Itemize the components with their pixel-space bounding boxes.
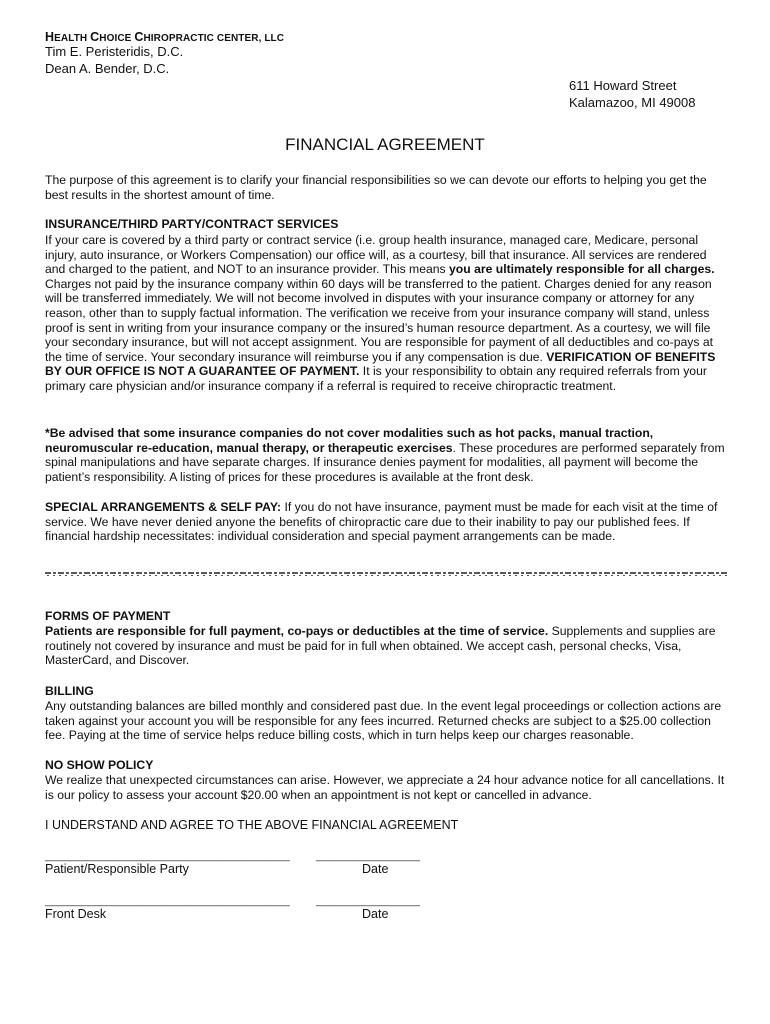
patient-signature-label: Patient/Responsible Party bbox=[45, 862, 189, 876]
practice-name bbox=[45, 30, 284, 44]
patient-date-label: Date bbox=[362, 862, 389, 876]
no-show-paragraph: We realize that unexpected circumstances can arise. However, we appreciate a 24 hour advance notice for all cancellations. It is our policy to assess your account $20.00 when an appointment is not kept or cancelled in advance. bbox=[45, 773, 725, 802]
insurance-emphasis: you are ultimately responsible for all charges. bbox=[449, 262, 715, 277]
document-title: FINANCIAL AGREEMENT bbox=[285, 135, 485, 154]
agreement-statement: I UNDERSTAND AND AGREE TO THE ABOVE FINANCIAL AGREEMENT bbox=[45, 818, 459, 832]
practice-name-initial: H bbox=[45, 30, 55, 44]
practice-name-part: HIROPRACTIC CENTER, LLC bbox=[143, 33, 285, 44]
practice-name-initial: C bbox=[90, 30, 100, 44]
forms-of-payment-emphasis: Patients are responsible for full payment, co-pays or deductibles at the time of service. bbox=[45, 624, 549, 638]
advisory-text: . These procedures are performed separately from spinal manipulations and have separate charges. If insurance denies payment for modalities, all payment will become the patient’s responsibility. A listing of prices for these procedures is available at the front desk. bbox=[45, 440, 725, 484]
practice-name-part: EALTH bbox=[54, 33, 91, 44]
front-desk-date-label: Date bbox=[362, 907, 389, 921]
doctor-name-1: Tim E. Peristeridis, D.C. bbox=[45, 44, 184, 59]
address-city: Kalamazoo, MI 49008 bbox=[569, 95, 696, 110]
intro-paragraph: The purpose of this agreement is to clarify your financial responsibilities so we can devote our efforts to helping you get the best results in the shortest amount of time. bbox=[45, 173, 707, 202]
advisory-emphasis: *Be advised that some insurance companies do not cover modalities such as hot packs, manual traction, neuromuscular re-education, manual therapy, or therapeutic exercises bbox=[45, 426, 654, 455]
insurance-text: Charges not paid by the insurance company within 60 days will be transferred to the patient. Charges denied for any reason will be transferred immediately. We will not become involved in disputes with your insurance company or attorney for any reason, other than to supply factual information. The verification we receive from your insurance company will stand, unless proof is sent in writing from your insurance company or the insured’s human resource department. As a courtesy, we will file your secondary insurance, but will not accept assignment. You are responsible for payment of all deductibles and co-pays at the time of service. Your secondary insurance will reimburse you if any compensation is due. bbox=[45, 276, 713, 364]
insurance-text: If your care is covered by a third party or contract service (i.e. group health insurance, managed care, Medicare, personal injury, auto insurance, or Workers Compensation) our office will, as a courtesy, bill that insurance. All services are rendered and charged to the patient, and NOT to an insurance provider. This means bbox=[45, 233, 707, 277]
insurance-heading: INSURANCE/THIRD PARTY/CONTRACT SERVICES bbox=[45, 217, 339, 231]
special-arrangements-heading: SPECIAL ARRANGEMENTS & SELF PAY: bbox=[45, 500, 282, 514]
forms-of-payment-paragraph bbox=[45, 624, 727, 668]
advisory-paragraph bbox=[45, 426, 727, 484]
special-arrangements-text: If you do not have insurance, payment must be made for each visit at the time of service. We have never denied anyone the benefits of chiropractic care due to their inability to pay our published fees. If financial hardship necessitates: individual consideration and special payment arrangements can be made. bbox=[45, 500, 718, 544]
patient-signature-line: ________________________________________ bbox=[45, 850, 290, 862]
front-desk-signature-label: Front Desk bbox=[45, 907, 107, 921]
patient-date-line: _________________ bbox=[316, 850, 421, 862]
special-arrangements-paragraph bbox=[45, 500, 727, 544]
forms-of-payment-text: Supplements and supplies are routinely not covered by insurance and must be paid for in full when obtained. We accept cash, personal checks, Visa, MasterCard, and Discover. bbox=[45, 624, 716, 668]
address-street: 611 Howard Street bbox=[569, 78, 677, 93]
forms-of-payment-heading: FORMS OF PAYMENT bbox=[45, 609, 171, 623]
front-desk-signature-line: ________________________________________ bbox=[45, 895, 290, 907]
doctor-name-2: Dean A. Bender, D.C. bbox=[45, 61, 170, 76]
practice-name-initial: C bbox=[134, 30, 144, 44]
insurance-paragraph bbox=[45, 233, 727, 394]
billing-paragraph: Any outstanding balances are billed monthly and considered past due. In the event legal proceedings or collection actions are taken against your account you will be responsible for any fees incurred. Returned checks are subject to a $25.00 collection fee. Paying at the time of service helps reduce billing costs, which in turn helps keep our charges reasonable. bbox=[45, 699, 722, 743]
insurance-text: It is your responsibility to obtain any required referrals from your primary care physician and/or insurance company if a referral is required to receive chiropractic treatment. bbox=[45, 364, 707, 393]
front-desk-date-line: _________________ bbox=[316, 895, 421, 907]
dashed-separator bbox=[45, 571, 727, 577]
billing-heading: BILLING bbox=[45, 684, 94, 698]
no-show-heading: NO SHOW POLICY bbox=[45, 758, 154, 772]
practice-name-part: HOICE bbox=[99, 33, 135, 44]
verification-notice: VERIFICATION OF BENEFITS BY OUR OFFICE IS NOT A GUARANTEE OF PAYMENT. bbox=[45, 349, 716, 379]
